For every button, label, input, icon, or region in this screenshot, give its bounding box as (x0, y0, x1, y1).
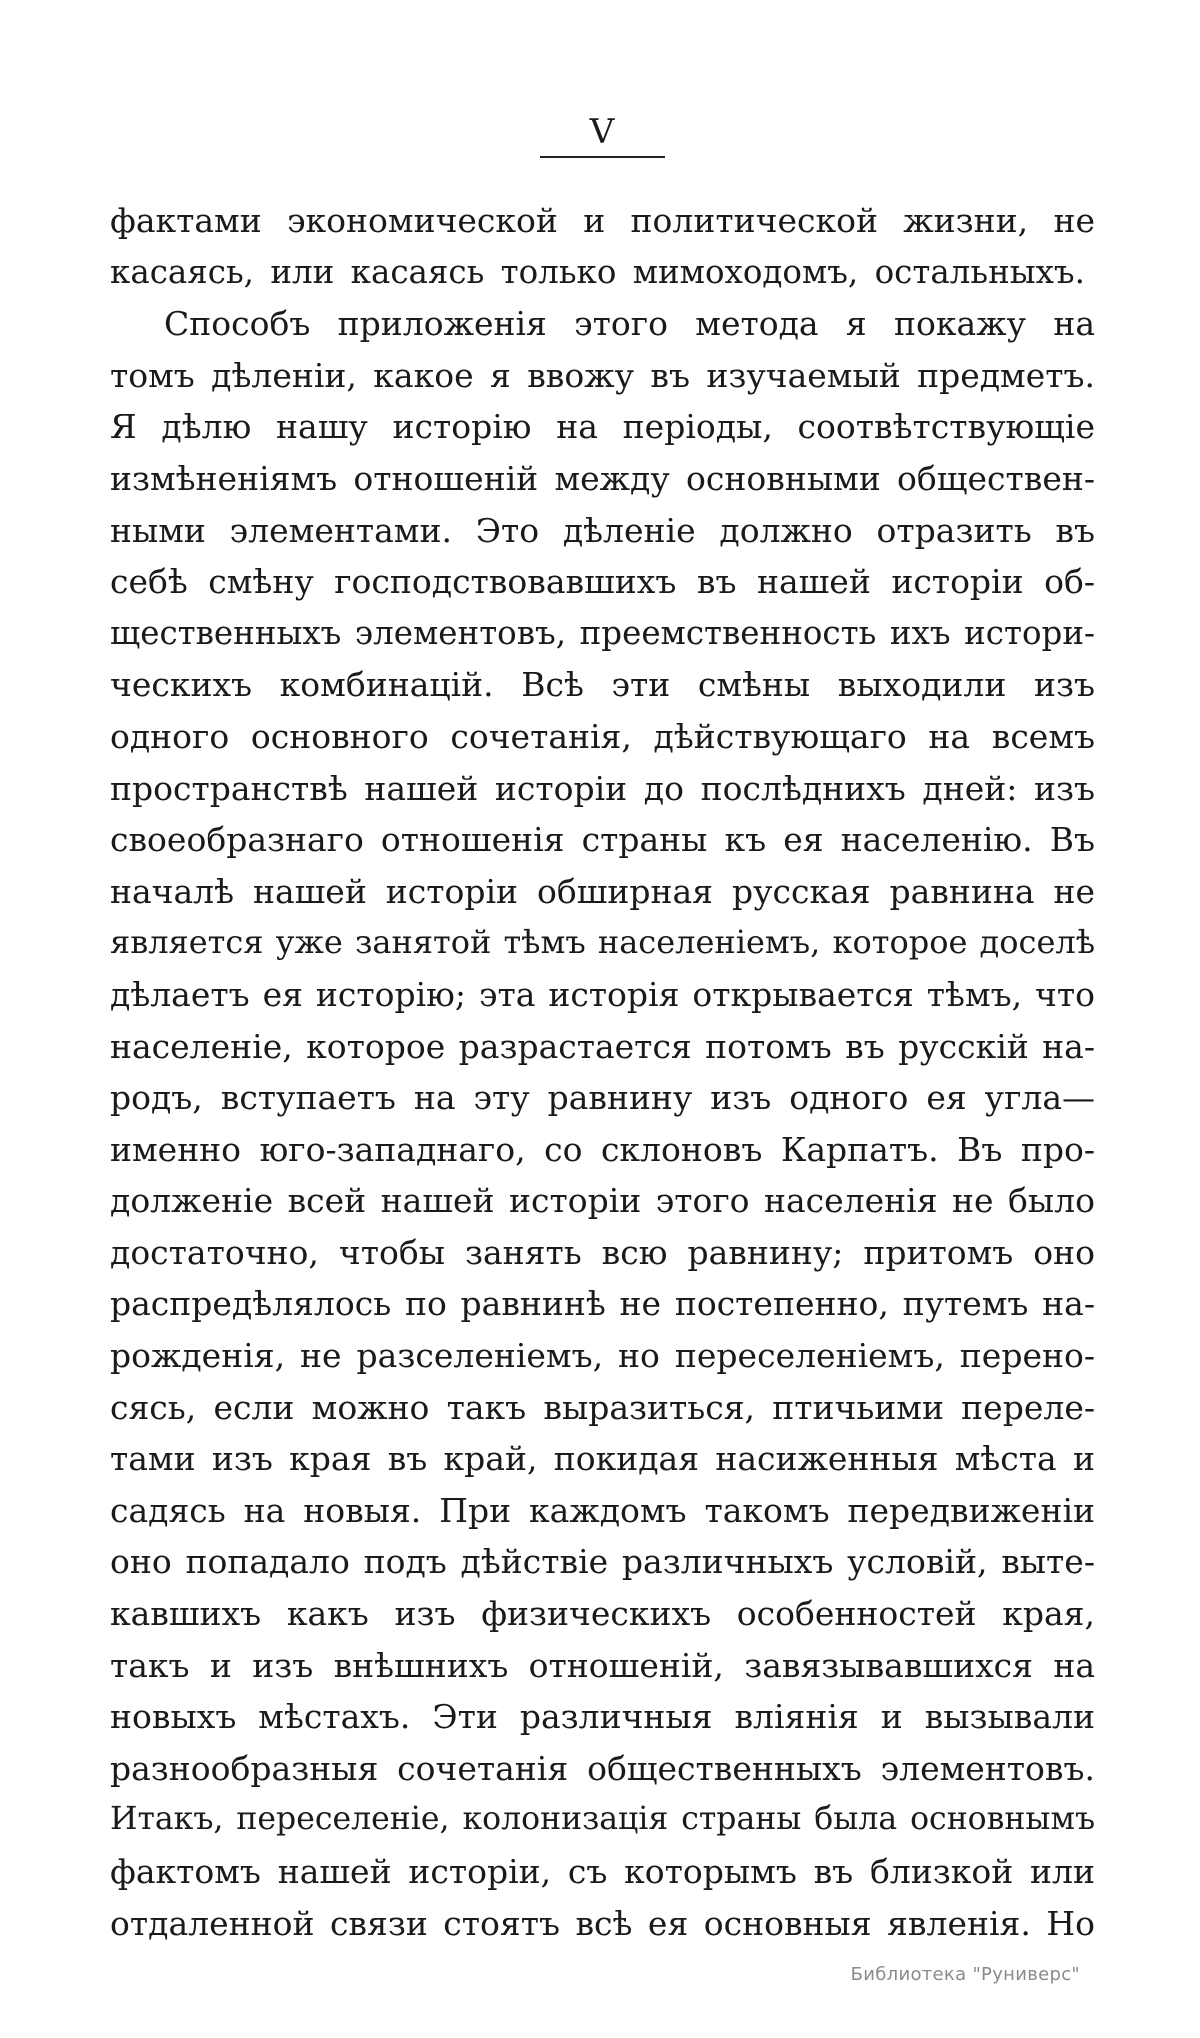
text-line: долженіе всей нашей исторіи этого населенія не было (110, 1181, 1095, 1221)
text-line: Я дѣлю нашу исторію на періоды, соотвѣтствующіе (110, 407, 1095, 447)
text-line: садясь на новыя. При каждомъ такомъ передвиженіи (110, 1490, 1095, 1530)
text-line: достаточно, чтобы занять всю равнину; притомъ оно (110, 1232, 1095, 1272)
text-line: фактами экономической и политической жизни, не (110, 201, 1095, 240)
text-line: именно юго-западнаго, со склоновъ Карпатъ. Въ про- (110, 1129, 1095, 1169)
text-line: ными элементами. Это дѣленіе должно отразить въ (110, 510, 1095, 550)
text-line: отдаленной связи стоятъ всѣ ея основныя явленія. Но (110, 1903, 1095, 1943)
text-line: оно попадало подъ дѣйствіе различныхъ условій, выте- (110, 1542, 1095, 1582)
text-line: Способъ приложенія этого метода я покажу на (164, 304, 1095, 344)
page-number: V (589, 112, 616, 152)
text-line: дѣлаетъ ея исторію; эта исторія открывается тѣмъ, что (110, 974, 1095, 1014)
text-line: такъ и изъ внѣшнихъ отношеній, завязывавшихся на (110, 1645, 1095, 1685)
text-line: одного основного сочетанія, дѣйствующаго на всемъ (110, 716, 1095, 756)
header-rule (540, 156, 665, 158)
text-line: касаясь, или касаясь только мимоходомъ, остальныхъ. (110, 252, 1085, 291)
text-line: распредѣлялось по равнинѣ не постепенно, путемъ на- (110, 1284, 1095, 1324)
text-line: ческихъ комбинацій. Всѣ эти смѣны выходили изъ (110, 665, 1095, 705)
text-line: началѣ нашей исторіи обширная русская равнина не (110, 871, 1095, 911)
text-line: является уже занятой тѣмъ населеніемъ, которое доселѣ (110, 923, 1095, 962)
text-line: себѣ смѣну господствовавшихъ въ нашей исторіи об- (110, 562, 1095, 602)
text-line: пространствѣ нашей исторіи до послѣднихъ дней: изъ (110, 768, 1095, 808)
text-line: измѣненіямъ отношеній между основными обществен- (110, 458, 1095, 498)
text-line: новыхъ мѣстахъ. Эти различныя вліянія и вызывали (110, 1697, 1095, 1737)
text-line: тами изъ края въ край, покидая насиженныя мѣста и (110, 1439, 1095, 1479)
text-line: фактомъ нашей исторіи, съ которымъ въ близкой или (110, 1852, 1095, 1891)
text-line: своеобразнаго отношенія страны къ ея населенію. Въ (110, 820, 1095, 860)
page-text (110, 195, 1095, 1949)
text-line: Итакъ, переселеніе, колонизація страны была основнымъ (110, 1801, 1095, 1838)
text-line: томъ дѣленіи, какое я ввожу въ изучаемый предметъ. (110, 355, 1095, 395)
text-line: родъ, вступаетъ на эту равнину изъ одного ея угла— (110, 1078, 1095, 1118)
text-line: кавшихъ какъ изъ физическихъ особенностей края, (110, 1594, 1095, 1634)
library-watermark: Библиотека "Руниверс" (850, 1964, 1080, 1985)
text-line: населеніе, которое разрастается потомъ въ русскій на- (110, 1026, 1095, 1066)
text-line: сясь, если можно такъ выразиться, птичьими переле- (110, 1387, 1095, 1427)
text-line: разнообразныя сочетанія общественныхъ элементовъ. (110, 1748, 1095, 1788)
text-line: рожденія, не разселеніемъ, но переселеніемъ, перено- (110, 1336, 1095, 1376)
text-line: щественныхъ элементовъ, преемственность ихъ истори- (110, 613, 1095, 652)
